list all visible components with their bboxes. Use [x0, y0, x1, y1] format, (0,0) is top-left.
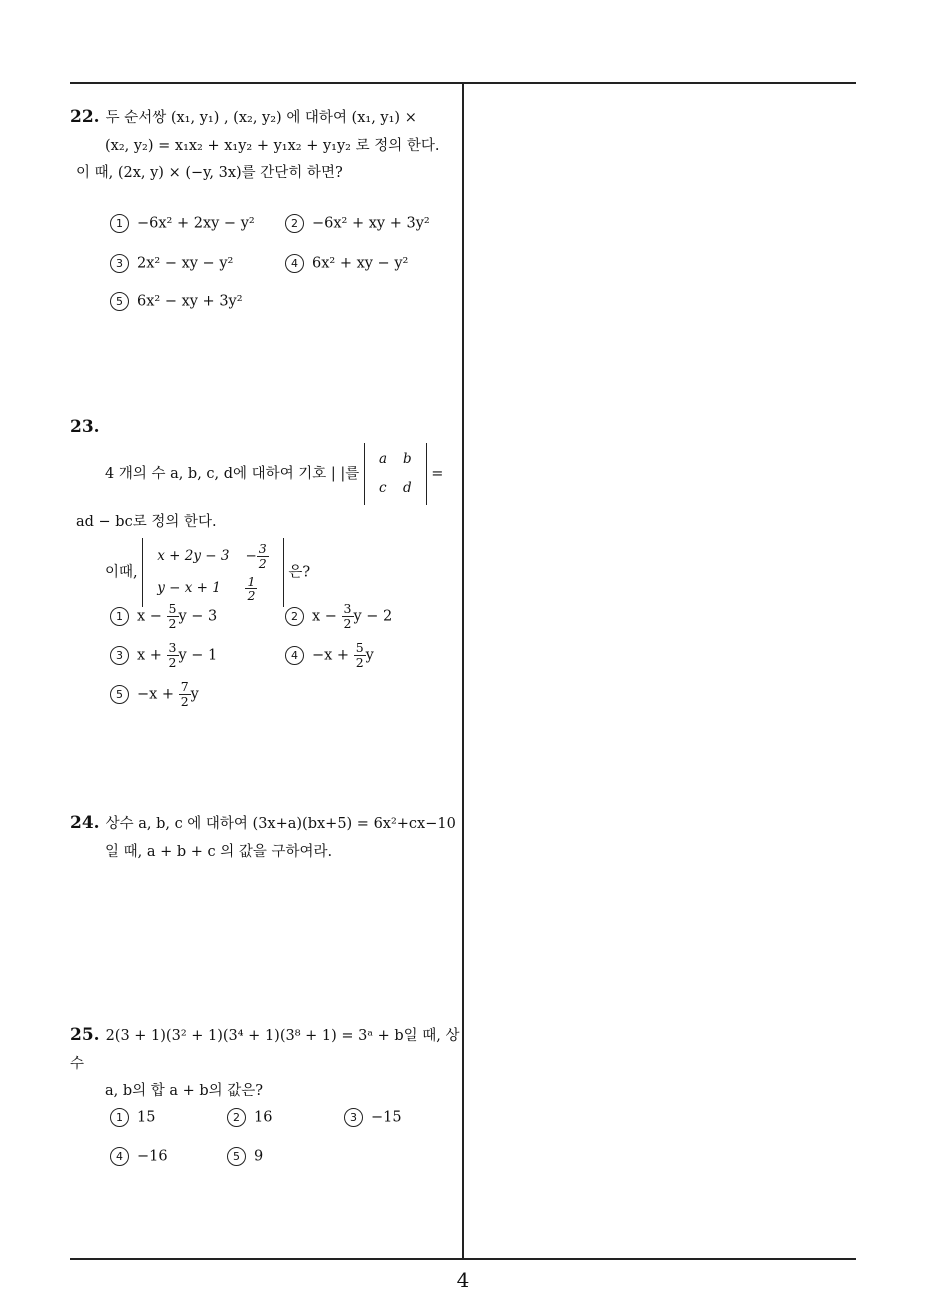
denominator: 2 [168, 654, 177, 670]
numerator: 7 [180, 679, 189, 694]
option-mark: 2 [285, 607, 304, 626]
option-1[interactable] [110, 602, 217, 631]
option-text: 2x² − xy − y² [137, 255, 234, 272]
option-3[interactable] [344, 1108, 402, 1127]
question-number: 23. [70, 417, 100, 437]
numerator: 3 [258, 541, 267, 557]
fraction [167, 602, 179, 631]
option-text: −x + [312, 647, 350, 664]
question-text: a, b의 합 a + b의 값은? [105, 1083, 264, 1100]
option-4[interactable] [285, 641, 374, 670]
denominator: 2 [343, 615, 352, 631]
fraction [179, 680, 191, 709]
question-25 [70, 1020, 460, 1105]
option-5[interactable] [227, 1147, 263, 1166]
matrix-cell: c [378, 480, 387, 497]
option-3[interactable] [110, 254, 233, 273]
question-text: 이 때, (2x, y) × (−y, 3x)를 간단히 하면? [76, 165, 343, 182]
denominator: 2 [247, 588, 256, 604]
denominator: 2 [168, 615, 177, 631]
numerator: 5 [168, 601, 177, 616]
numerator: 3 [343, 601, 352, 616]
matrix-cell: d [403, 480, 412, 497]
option-text: y [365, 647, 374, 664]
option-5[interactable] [110, 292, 243, 311]
question-22 [70, 102, 460, 187]
option-1[interactable] [110, 214, 255, 233]
option-mark: 1 [110, 1108, 129, 1127]
fraction [167, 641, 179, 670]
question-number: 24. [70, 813, 100, 833]
option-mark: 3 [344, 1108, 363, 1127]
question-text: = [431, 466, 444, 483]
option-mark: 5 [110, 292, 129, 311]
determinant [142, 538, 283, 607]
option-2[interactable] [285, 214, 430, 233]
option-text: y − 3 [178, 608, 218, 625]
option-text: y − 1 [178, 647, 218, 664]
option-text: −16 [137, 1148, 168, 1165]
det-cell [237, 540, 276, 573]
page-number: 4 [456, 1268, 470, 1292]
option-mark: 5 [110, 685, 129, 704]
question-number: 22. [70, 107, 100, 127]
question-text: 4 개의 수 a, b, c, d에 대하여 기호 | |를 [105, 466, 360, 483]
option-text: −x + [137, 686, 175, 703]
option-mark: 3 [110, 254, 129, 273]
option-mark: 4 [285, 646, 304, 665]
option-2[interactable] [285, 602, 392, 631]
question-text: (x₂, y₂) = x₁x₂ + x₁y₂ + y₁x₂ + y₁y₂ 로 정의 한다. [105, 138, 440, 155]
det-cell: y − x + 1 [157, 580, 221, 597]
fraction [257, 542, 269, 571]
denominator: 2 [180, 693, 189, 709]
det-cell: x + 2y − 3 [157, 547, 230, 564]
option-3[interactable] [110, 641, 217, 670]
column-divider [462, 83, 464, 1259]
question-text: 2(3 + 1)(3² + 1)(3⁴ + 1)(3⁸ + 1) = 3ᵃ + b일 때, 상수 [70, 1028, 460, 1073]
option-2[interactable] [227, 1108, 272, 1127]
option-mark: 2 [227, 1108, 246, 1127]
question-23 [70, 412, 460, 607]
option-text: −6x² + xy + 3y² [312, 215, 430, 232]
fraction [354, 641, 366, 670]
symbol-matrix [364, 443, 427, 505]
option-mark: 4 [285, 254, 304, 273]
fraction [342, 602, 354, 631]
option-mark: 4 [110, 1147, 129, 1166]
numerator: 3 [168, 640, 177, 655]
option-4[interactable] [285, 254, 408, 273]
option-text: 9 [254, 1148, 264, 1165]
option-text: 6x² − xy + 3y² [137, 293, 243, 310]
option-5[interactable] [110, 680, 199, 709]
option-text: 6x² + xy − y² [312, 255, 409, 272]
option-text: −6x² + 2xy − y² [137, 215, 255, 232]
denominator: 2 [258, 555, 267, 571]
question-text: 상수 a, b, c 에 대하여 (3x+a)(bx+5) = 6x²+cx−10 [105, 816, 456, 832]
numerator: 5 [355, 640, 364, 655]
question-24 [70, 808, 460, 866]
bottom-rule [70, 1258, 856, 1260]
option-mark: 1 [110, 607, 129, 626]
option-text: x − [312, 608, 337, 625]
matrix-cell: b [403, 451, 412, 468]
option-text: −15 [371, 1109, 402, 1126]
option-mark: 3 [110, 646, 129, 665]
matrix-cell: a [378, 451, 387, 468]
option-mark: 2 [285, 214, 304, 233]
question-text: 일 때, a + b + c 의 값을 구하여라. [105, 844, 333, 861]
question-text: 은? [288, 564, 311, 581]
option-text: y − 2 [353, 608, 393, 625]
option-text: 15 [137, 1109, 156, 1126]
option-mark: 5 [227, 1147, 246, 1166]
question-number: 25. [70, 1025, 100, 1045]
fraction [245, 575, 257, 604]
question-text: 두 순서쌍 (x₁, y₁) , (x₂, y₂) 에 대하여 (x₁, y₁) × [105, 110, 417, 126]
denominator: 2 [355, 654, 364, 670]
option-text: x − [137, 608, 162, 625]
question-text: 이때, [105, 564, 138, 581]
option-1[interactable] [110, 1108, 155, 1127]
option-text: x + [137, 647, 162, 664]
numerator: 1 [247, 573, 256, 589]
option-text: 16 [254, 1109, 273, 1126]
det-cell [237, 573, 276, 606]
option-4[interactable] [110, 1147, 168, 1166]
sign: − [245, 547, 257, 564]
option-mark: 1 [110, 214, 129, 233]
option-text: y [190, 686, 199, 703]
question-text: ad − bc로 정의 한다. [76, 514, 217, 531]
